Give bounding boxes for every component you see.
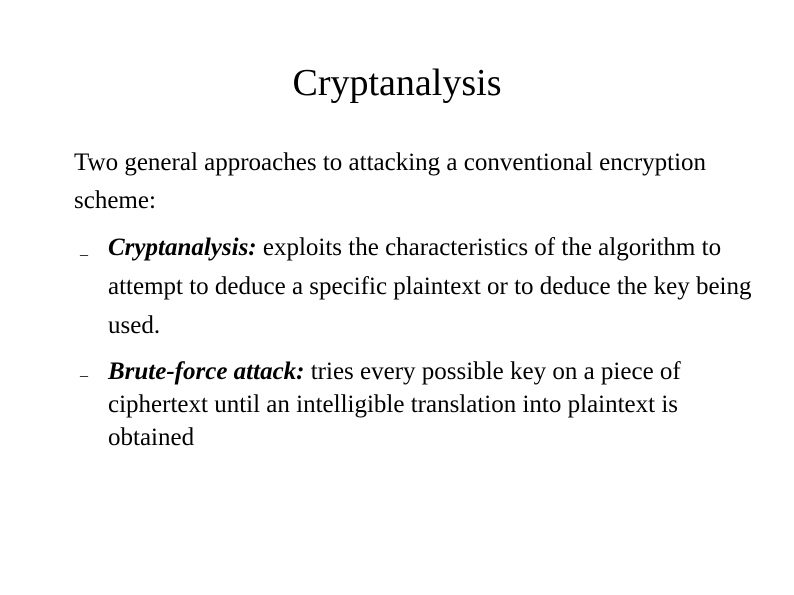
bullet-list (74, 228, 764, 454)
slide-title: Cryptanalysis (292, 62, 502, 104)
bullet-text: tries every possible key on a piece of ciphertext until an intelligible translation into plaintext is obtained (108, 358, 681, 451)
bullet-item-brute-force (74, 355, 764, 454)
bullet-item-cryptanalysis (74, 228, 764, 345)
bullet-term: Cryptanalysis: (108, 234, 257, 261)
bullet-text: exploits the characteristics of the algorithm to attempt to deduce a specific plaintext or to deduce the key being used. (108, 234, 752, 339)
intro-paragraph: Two general approaches to attacking a conventional encryption scheme: (74, 149, 707, 214)
bullet-marker: _ (80, 362, 88, 379)
bullet-marker: _ (80, 241, 88, 258)
bullet-term: Brute-force attack: (108, 358, 305, 385)
